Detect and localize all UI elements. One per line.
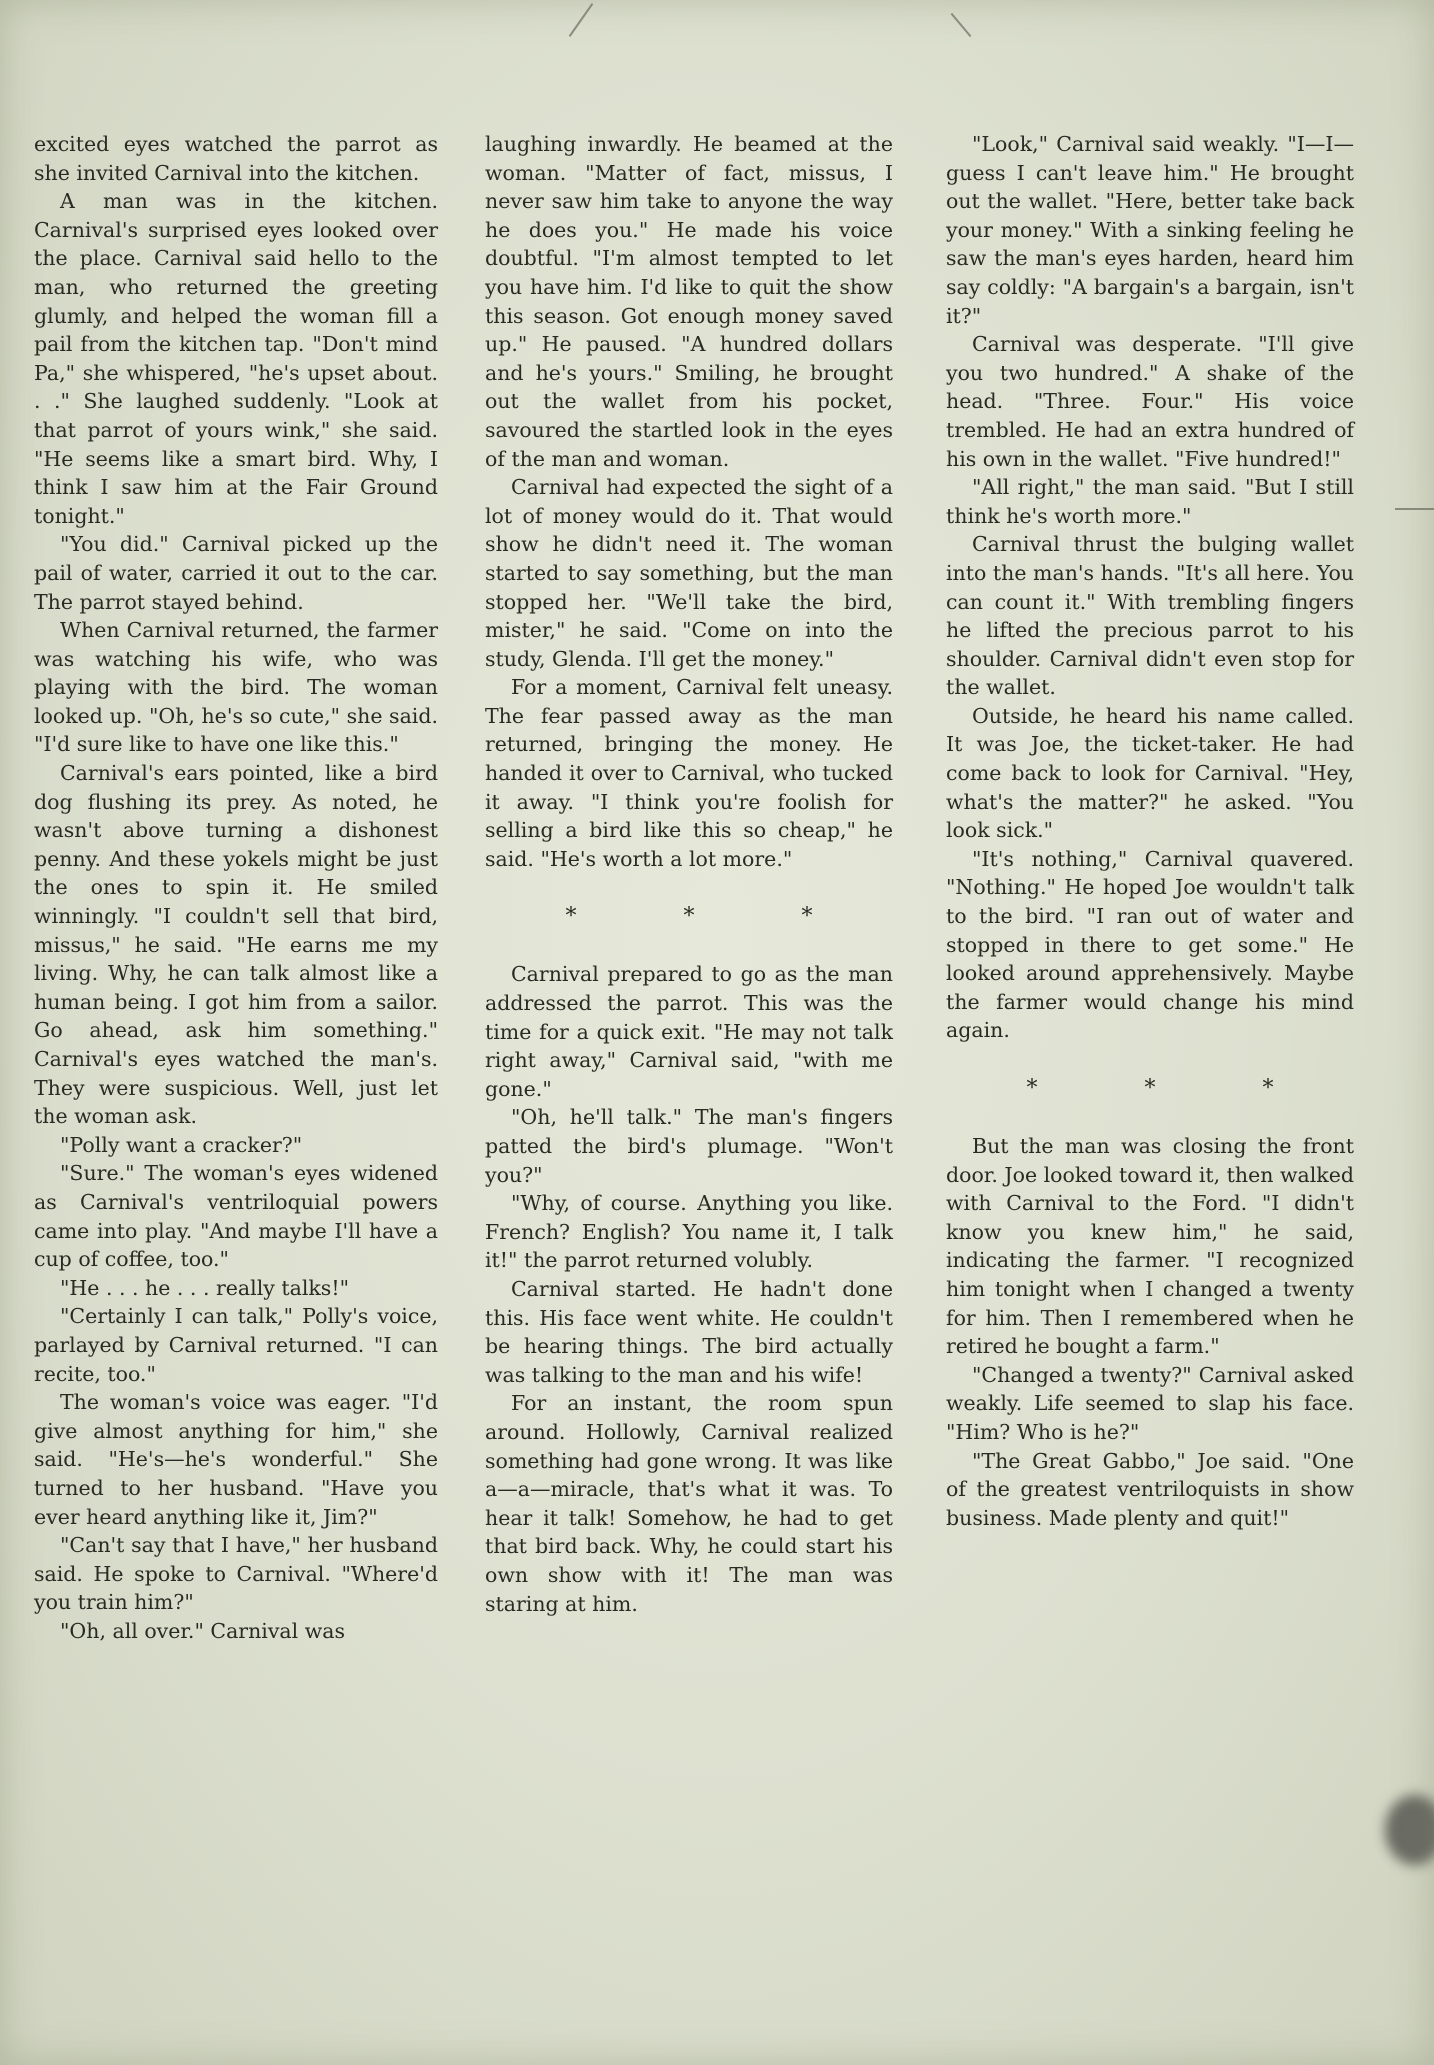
ink-smudge bbox=[1385, 1795, 1434, 1865]
paragraph: For a moment, Carnival felt uneasy. The fear passed away as the man returned, bringing the money. He handed it over to Carnival, who tucked it away. "I think you're foolish for selling a bird like this so cheap," he said. "He's worth a lot more." bbox=[485, 675, 893, 871]
paragraph: laughing inwardly. He beamed at the woman. "Matter of fact, missus, I never saw him take to anyone the way he does you." He made his voice doubtful. "I'm almost tempted to let you have him. I'd like to quit the show this season. Got enough money saved up." He paused. "A hundred dollars and he's yours." Smiling, he brought out the wallet from his pocket, savoured the startled look in the eyes of the man and woman. bbox=[485, 132, 893, 471]
section-separator: * * * bbox=[1026, 1076, 1324, 1101]
paragraph: When Carnival returned, the farmer was watching his wife, who was playing with the bird. The woman looked up. "Oh, he's so cute," she said. "I'd sure like to have one like this." bbox=[34, 618, 438, 757]
paragraph: Carnival prepared to go as the man addressed the parrot. This was the time for a quick exit. "He may not talk right away," Carnival said, "with me gone." bbox=[485, 962, 893, 1101]
paragraph: excited eyes watched the parrot as she invited Carnival into the kitchen. bbox=[34, 132, 438, 185]
paragraph: A man was in the kitchen. Carnival's surprised eyes looked over the place. Carnival said hello to the man, who returned the greeting glumly, and helped the woman fill a pail from the kitchen tap. "Don't mind Pa," she whispered, "he's upset about. . ." She laughed suddenly. "Look at that parrot of yours wink," she said. "He seems like a smart bird. Why, I think I saw him at the Fair Ground tonight." bbox=[34, 189, 438, 528]
text-column-3 bbox=[946, 130, 1354, 1532]
paragraph: "Certainly I can talk," Polly's voice, parlayed by Carnival returned. "I can recite, too." bbox=[34, 1304, 438, 1386]
paragraph: But the man was closing the front door. Joe looked toward it, then walked with Carnival to the Ford. "I didn't know you knew him," he said, indicating the farmer. "I recognized him tonight when I changed a twenty for him. Then I remembered when he retired he bought a farm." bbox=[946, 1134, 1354, 1359]
paragraph: "Oh, all over." Carnival was bbox=[60, 1618, 346, 1643]
paper-scratch bbox=[569, 3, 594, 37]
paragraph: Carnival had expected the sight of a lot of money would do it. That would show he didn't need it. The woman started to say something, but the man stopped her. "We'll take the bird, mister," he said. "Come on into the study, Glenda. I'll get the money." bbox=[485, 475, 893, 671]
paragraph: "He . . . he . . . really talks!" bbox=[60, 1275, 349, 1300]
paragraph: "Can't say that I have," her husband said. He spoke to Carnival. "Where'd you train him?" bbox=[34, 1533, 438, 1615]
paragraph: Carnival thrust the bulging wallet into the man's hands. "It's all here. You can count it." With trembling fingers he lifted the precious parrot to his shoulder. Carnival didn't even stop for the wallet. bbox=[946, 532, 1354, 700]
paragraph: "Sure." The woman's eyes widened as Carnival's ventriloquial powers came into play. "And maybe I'll have a cup of coffee, too." bbox=[34, 1161, 438, 1272]
paragraph: "Changed a twenty?" Carnival asked weakly. Life seemed to slap his face. "Him? Who is he?" bbox=[946, 1362, 1354, 1444]
paper-scratch bbox=[951, 13, 972, 37]
paragraph: "Polly want a cracker?" bbox=[60, 1132, 303, 1157]
paragraph: For an instant, the room spun around. Hollowly, Carnival realized something had gone wrong. It was like a—a—miracle, that's what it was. To hear it talk! Somehow, he had to get that bird back. Why, he could start his own show with it! The man was staring at him. bbox=[485, 1391, 893, 1616]
paragraph: "All right," the man said. "But I still think he's worth more." bbox=[946, 475, 1354, 528]
paragraph: "It's nothing," Carnival quavered. "Nothing." He hoped Joe wouldn't talk to the bird. "I ran out of water and stopped in there to get some." He looked around apprehensively. Maybe the farmer would change his mind again. bbox=[946, 846, 1354, 1043]
paragraph: "You did." Carnival picked up the pail of water, carried it out to the car. The parrot stayed behind. bbox=[34, 532, 438, 614]
paragraph: "Oh, he'll talk." The man's fingers patted the bird's plumage. "Won't you?" bbox=[485, 1105, 893, 1187]
paragraph: "Look," Carnival said weakly. "I—I—guess I can't leave him." He brought out the wallet. "Here, better take back your money." With a sinking feeling he saw the man's eyes harden, heard him say coldly: "A bargain's a bargain, isn't it?" bbox=[946, 132, 1354, 328]
text-column-2 bbox=[485, 130, 893, 1618]
text-column-1 bbox=[34, 130, 438, 1645]
section-separator: * * * bbox=[565, 904, 863, 930]
paragraph: Carnival's ears pointed, like a bird dog flushing its prey. As noted, he wasn't above turning a dishonest penny. And these yokels might be just the ones to spin it. He smiled winningly. "I couldn't sell that bird, missus," he said. "He earns me my living. Why, he can talk almost like a human being. I got him from a sailor. Go ahead, ask him something." Carnival's eyes watched the man's. They were suspicious. Well, just let the woman ask. bbox=[34, 761, 438, 1129]
paragraph: "The Great Gabbo," Joe said. "One of the greatest ventriloquists in show business. Made plenty and quit!" bbox=[946, 1448, 1354, 1530]
paper-scratch bbox=[1395, 508, 1434, 510]
paragraph: "Why, of course. Anything you like. French? English? You name it, I talk it!" the parrot returned volubly. bbox=[485, 1191, 893, 1273]
paragraph: Carnival was desperate. "I'll give you two hundred." A shake of the head. "Three. Four." His voice trembled. He had an extra hundred of his own in the wallet. "Five hundred!" bbox=[946, 332, 1354, 471]
paragraph: Carnival started. He hadn't done this. His face went white. He couldn't be hearing things. The bird actually was talking to the man and his wife! bbox=[485, 1276, 893, 1387]
paragraph: Outside, he heard his name called. It was Joe, the ticket-taker. He had come back to look for Carnival. "Hey, what's the matter?" he asked. "You look sick." bbox=[946, 703, 1354, 843]
paragraph: The woman's voice was eager. "I'd give almost anything for him," she said. "He's—he's wonderful." She turned to her husband. "Have you ever heard anything like it, Jim?" bbox=[34, 1390, 438, 1529]
